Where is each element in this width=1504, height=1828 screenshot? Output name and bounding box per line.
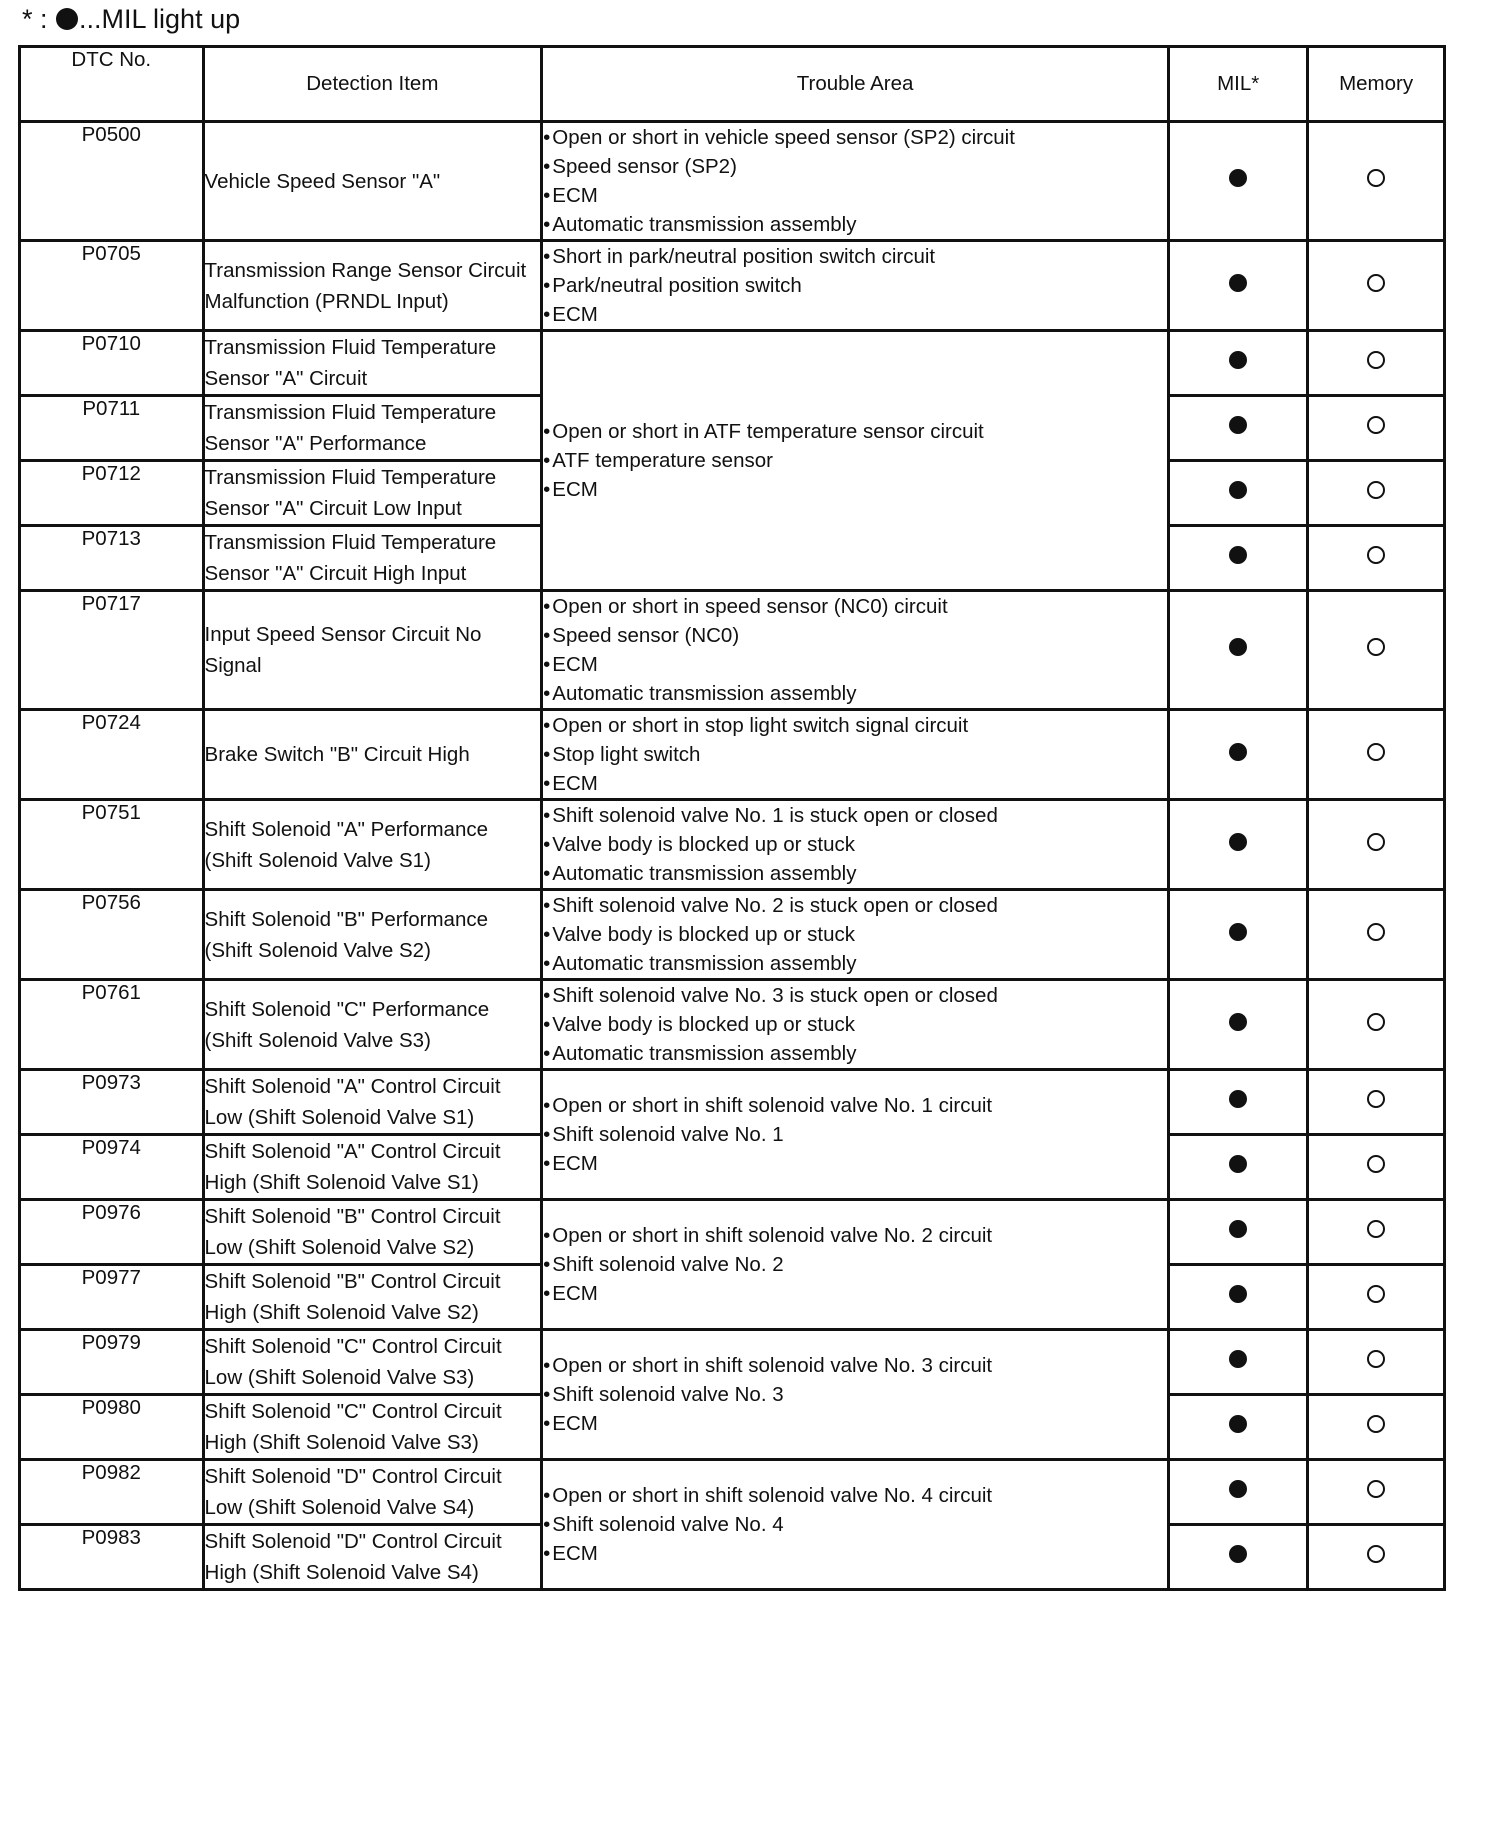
trouble-area-item: • Open or short in shift solenoid valve No. 4 circuit (543, 1481, 1167, 1510)
table-row (20, 122, 1445, 241)
mil-cell (1169, 591, 1308, 710)
trouble-area-item: • Automatic transmission assembly (543, 949, 1167, 978)
filled-circle-icon (1229, 1415, 1247, 1433)
filled-circle-icon (1229, 638, 1247, 656)
header-mil: MIL* (1169, 47, 1308, 122)
dtc-code-cell: P0979 (20, 1330, 204, 1395)
header-trouble-area: Trouble Area (542, 47, 1169, 122)
trouble-area-cell (542, 1200, 1169, 1330)
trouble-area-item: • Automatic transmission assembly (543, 1039, 1167, 1068)
dtc-code-cell: P0710 (20, 331, 204, 396)
memory-cell (1308, 461, 1445, 526)
trouble-area-item: • ECM (543, 650, 1167, 679)
detection-item-cell: Transmission Fluid Temperature Sensor "A" Circuit High Input (203, 526, 542, 591)
trouble-area-item: • Shift solenoid valve No. 4 (543, 1510, 1167, 1539)
hollow-circle-icon (1367, 923, 1385, 941)
dtc-code-cell: P0712 (20, 461, 204, 526)
memory-cell (1308, 591, 1445, 710)
hollow-circle-icon (1367, 1090, 1385, 1108)
trouble-area-cell (542, 800, 1169, 890)
trouble-area-item: • Automatic transmission assembly (543, 210, 1167, 239)
filled-circle-icon (1229, 923, 1247, 941)
trouble-area-item: • Valve body is blocked up or stuck (543, 1010, 1167, 1039)
detection-item-cell: Vehicle Speed Sensor "A" (203, 122, 542, 241)
detection-item-cell: Shift Solenoid "A" Control Circuit Low (Shift Solenoid Valve S1) (203, 1070, 542, 1135)
filled-circle-icon (1229, 416, 1247, 434)
mil-cell (1169, 1460, 1308, 1525)
filled-circle-icon (1229, 1350, 1247, 1368)
trouble-area-cell (542, 1460, 1169, 1590)
table-row (20, 1200, 1445, 1265)
hollow-circle-icon (1367, 743, 1385, 761)
dtc-code-cell: P0713 (20, 526, 204, 591)
detection-item-cell: Shift Solenoid "B" Control Circuit High (Shift Solenoid Valve S2) (203, 1265, 542, 1330)
table-row (20, 890, 1445, 980)
memory-cell (1308, 1200, 1445, 1265)
dtc-code-cell: P0983 (20, 1525, 204, 1590)
dtc-code-cell: P0977 (20, 1265, 204, 1330)
mil-cell (1169, 396, 1308, 461)
trouble-area-item: • Stop light switch (543, 740, 1167, 769)
mil-cell (1169, 461, 1308, 526)
hollow-circle-icon (1367, 416, 1385, 434)
trouble-area-item: • ECM (543, 475, 1167, 504)
trouble-area-item: • ECM (543, 181, 1167, 210)
trouble-area-item: • ECM (543, 300, 1167, 329)
mil-cell (1169, 1200, 1308, 1265)
memory-cell (1308, 1395, 1445, 1460)
trouble-area-item: • Shift solenoid valve No. 1 is stuck open or closed (543, 801, 1167, 830)
filled-circle-icon (1229, 1545, 1247, 1563)
filled-circle-icon (1229, 1220, 1247, 1238)
trouble-area-item: • Open or short in shift solenoid valve No. 2 circuit (543, 1221, 1167, 1250)
detection-item-cell: Brake Switch "B" Circuit High (203, 710, 542, 800)
trouble-area-cell (542, 890, 1169, 980)
trouble-area-item: • Valve body is blocked up or stuck (543, 830, 1167, 859)
hollow-circle-icon (1367, 169, 1385, 187)
hollow-circle-icon (1367, 1545, 1385, 1563)
header-memory: Memory (1308, 47, 1445, 122)
detection-item-cell: Shift Solenoid "C" Control Circuit High (Shift Solenoid Valve S3) (203, 1395, 542, 1460)
trouble-area-item: • Open or short in stop light switch signal circuit (543, 711, 1167, 740)
trouble-area-item: • Speed sensor (NC0) (543, 621, 1167, 650)
detection-item-cell: Transmission Fluid Temperature Sensor "A" Circuit Low Input (203, 461, 542, 526)
filled-circle-icon (1229, 1013, 1247, 1031)
memory-cell (1308, 526, 1445, 591)
trouble-area-cell (542, 1330, 1169, 1460)
table-row (20, 1070, 1445, 1135)
detection-item-cell: Shift Solenoid "D" Control Circuit Low (Shift Solenoid Valve S4) (203, 1460, 542, 1525)
legend-prefix: * : (22, 4, 48, 34)
filled-circle-icon (1229, 274, 1247, 292)
dtc-code-cell: P0980 (20, 1395, 204, 1460)
mil-cell (1169, 800, 1308, 890)
dtc-code-cell: P0751 (20, 800, 204, 890)
hollow-circle-icon (1367, 481, 1385, 499)
trouble-area-cell (542, 1070, 1169, 1200)
hollow-circle-icon (1367, 546, 1385, 564)
trouble-area-item: • Shift solenoid valve No. 2 is stuck open or closed (543, 891, 1167, 920)
detection-item-cell: Shift Solenoid "A" Control Circuit High (Shift Solenoid Valve S1) (203, 1135, 542, 1200)
filled-circle-icon (1229, 743, 1247, 761)
trouble-area-item: • Open or short in ATF temperature sensor circuit (543, 417, 1167, 446)
trouble-area-item: • Shift solenoid valve No. 2 (543, 1250, 1167, 1279)
trouble-area-cell (542, 122, 1169, 241)
trouble-area-item: • Shift solenoid valve No. 3 (543, 1380, 1167, 1409)
trouble-area-item: • ECM (543, 1539, 1167, 1568)
detection-item-cell: Shift Solenoid "B" Performance (Shift Solenoid Valve S2) (203, 890, 542, 980)
table-row (20, 980, 1445, 1070)
trouble-area-item: • ECM (543, 1279, 1167, 1308)
dtc-code-cell: P0711 (20, 396, 204, 461)
filled-circle-icon (1229, 1090, 1247, 1108)
mil-cell (1169, 241, 1308, 331)
memory-cell (1308, 331, 1445, 396)
memory-cell (1308, 1070, 1445, 1135)
trouble-area-item: • Open or short in shift solenoid valve No. 3 circuit (543, 1351, 1167, 1380)
table-row (20, 800, 1445, 890)
detection-item-cell: Shift Solenoid "C" Performance (Shift Solenoid Valve S3) (203, 980, 542, 1070)
detection-item-cell: Shift Solenoid "B" Control Circuit Low (Shift Solenoid Valve S2) (203, 1200, 542, 1265)
filled-circle-icon (56, 8, 78, 30)
table-row (20, 1460, 1445, 1525)
table-row (20, 331, 1445, 396)
hollow-circle-icon (1367, 351, 1385, 369)
trouble-area-item: • Shift solenoid valve No. 1 (543, 1120, 1167, 1149)
memory-cell (1308, 1525, 1445, 1590)
hollow-circle-icon (1367, 274, 1385, 292)
filled-circle-icon (1229, 169, 1247, 187)
hollow-circle-icon (1367, 1480, 1385, 1498)
hollow-circle-icon (1367, 638, 1385, 656)
memory-cell (1308, 1460, 1445, 1525)
detection-item-cell: Transmission Range Sensor Circuit Malfunction (PRNDL Input) (203, 241, 542, 331)
hollow-circle-icon (1367, 1285, 1385, 1303)
dtc-code-cell: P0500 (20, 122, 204, 241)
header-row (20, 47, 1445, 122)
detection-item-cell: Shift Solenoid "C" Control Circuit Low (Shift Solenoid Valve S3) (203, 1330, 542, 1395)
hollow-circle-icon (1367, 833, 1385, 851)
hollow-circle-icon (1367, 1220, 1385, 1238)
detection-item-cell: Transmission Fluid Temperature Sensor "A" Performance (203, 396, 542, 461)
filled-circle-icon (1229, 1480, 1247, 1498)
memory-cell (1308, 1330, 1445, 1395)
filled-circle-icon (1229, 351, 1247, 369)
filled-circle-icon (1229, 546, 1247, 564)
trouble-area-item: • Automatic transmission assembly (543, 859, 1167, 888)
memory-cell (1308, 980, 1445, 1070)
trouble-area-item: • Shift solenoid valve No. 3 is stuck open or closed (543, 981, 1167, 1010)
memory-cell (1308, 800, 1445, 890)
mil-legend (22, 2, 240, 36)
table-row (20, 710, 1445, 800)
header-detection-item: Detection Item (203, 47, 542, 122)
dtc-code-cell: P0976 (20, 1200, 204, 1265)
memory-cell (1308, 241, 1445, 331)
hollow-circle-icon (1367, 1013, 1385, 1031)
trouble-area-cell (542, 331, 1169, 591)
mil-cell (1169, 1135, 1308, 1200)
trouble-area-cell (542, 591, 1169, 710)
memory-cell (1308, 396, 1445, 461)
trouble-area-item: • Speed sensor (SP2) (543, 152, 1167, 181)
memory-cell (1308, 890, 1445, 980)
dtc-code-cell: P0756 (20, 890, 204, 980)
hollow-circle-icon (1367, 1415, 1385, 1433)
filled-circle-icon (1229, 1285, 1247, 1303)
trouble-area-item: • Open or short in shift solenoid valve No. 1 circuit (543, 1091, 1167, 1120)
mil-cell (1169, 890, 1308, 980)
trouble-area-item: • ECM (543, 1409, 1167, 1438)
header-dtc-no: DTC No. (20, 47, 204, 122)
memory-cell (1308, 710, 1445, 800)
trouble-area-item: • Open or short in vehicle speed sensor (SP2) circuit (543, 123, 1167, 152)
detection-item-cell: Shift Solenoid "D" Control Circuit High (Shift Solenoid Valve S4) (203, 1525, 542, 1590)
memory-cell (1308, 122, 1445, 241)
trouble-area-item: • Short in park/neutral position switch circuit (543, 242, 1167, 271)
dtc-table (18, 45, 1446, 1591)
table-row (20, 1330, 1445, 1395)
trouble-area-cell (542, 710, 1169, 800)
trouble-area-item: • Automatic transmission assembly (543, 679, 1167, 708)
mil-cell (1169, 122, 1308, 241)
detection-item-cell: Transmission Fluid Temperature Sensor "A" Circuit (203, 331, 542, 396)
dtc-table-body (20, 122, 1445, 1590)
trouble-area-item: • Park/neutral position switch (543, 271, 1167, 300)
dtc-code-cell: P0982 (20, 1460, 204, 1525)
trouble-area-item: • ECM (543, 769, 1167, 798)
mil-cell (1169, 1525, 1308, 1590)
trouble-area-cell (542, 241, 1169, 331)
memory-cell (1308, 1135, 1445, 1200)
hollow-circle-icon (1367, 1350, 1385, 1368)
mil-cell (1169, 710, 1308, 800)
mil-cell (1169, 980, 1308, 1070)
detection-item-cell: Shift Solenoid "A" Performance (Shift Solenoid Valve S1) (203, 800, 542, 890)
memory-cell (1308, 1265, 1445, 1330)
dtc-code-cell: P0717 (20, 591, 204, 710)
detection-item-cell: Input Speed Sensor Circuit No Signal (203, 591, 542, 710)
trouble-area-cell (542, 980, 1169, 1070)
filled-circle-icon (1229, 833, 1247, 851)
trouble-area-item: • Valve body is blocked up or stuck (543, 920, 1167, 949)
trouble-area-item: • Open or short in speed sensor (NC0) circuit (543, 592, 1167, 621)
dtc-code-cell: P0761 (20, 980, 204, 1070)
mil-cell (1169, 526, 1308, 591)
mil-cell (1169, 1395, 1308, 1460)
mil-cell (1169, 1265, 1308, 1330)
dtc-code-cell: P0974 (20, 1135, 204, 1200)
trouble-area-item: • ECM (543, 1149, 1167, 1178)
hollow-circle-icon (1367, 1155, 1385, 1173)
legend-text: ...MIL light up (79, 4, 241, 34)
mil-cell (1169, 1070, 1308, 1135)
dtc-code-cell: P0705 (20, 241, 204, 331)
dtc-code-cell: P0973 (20, 1070, 204, 1135)
mil-cell (1169, 331, 1308, 396)
filled-circle-icon (1229, 481, 1247, 499)
trouble-area-item: • ATF temperature sensor (543, 446, 1167, 475)
filled-circle-icon (1229, 1155, 1247, 1173)
mil-cell (1169, 1330, 1308, 1395)
dtc-code-cell: P0724 (20, 710, 204, 800)
table-row (20, 241, 1445, 331)
table-row (20, 591, 1445, 710)
